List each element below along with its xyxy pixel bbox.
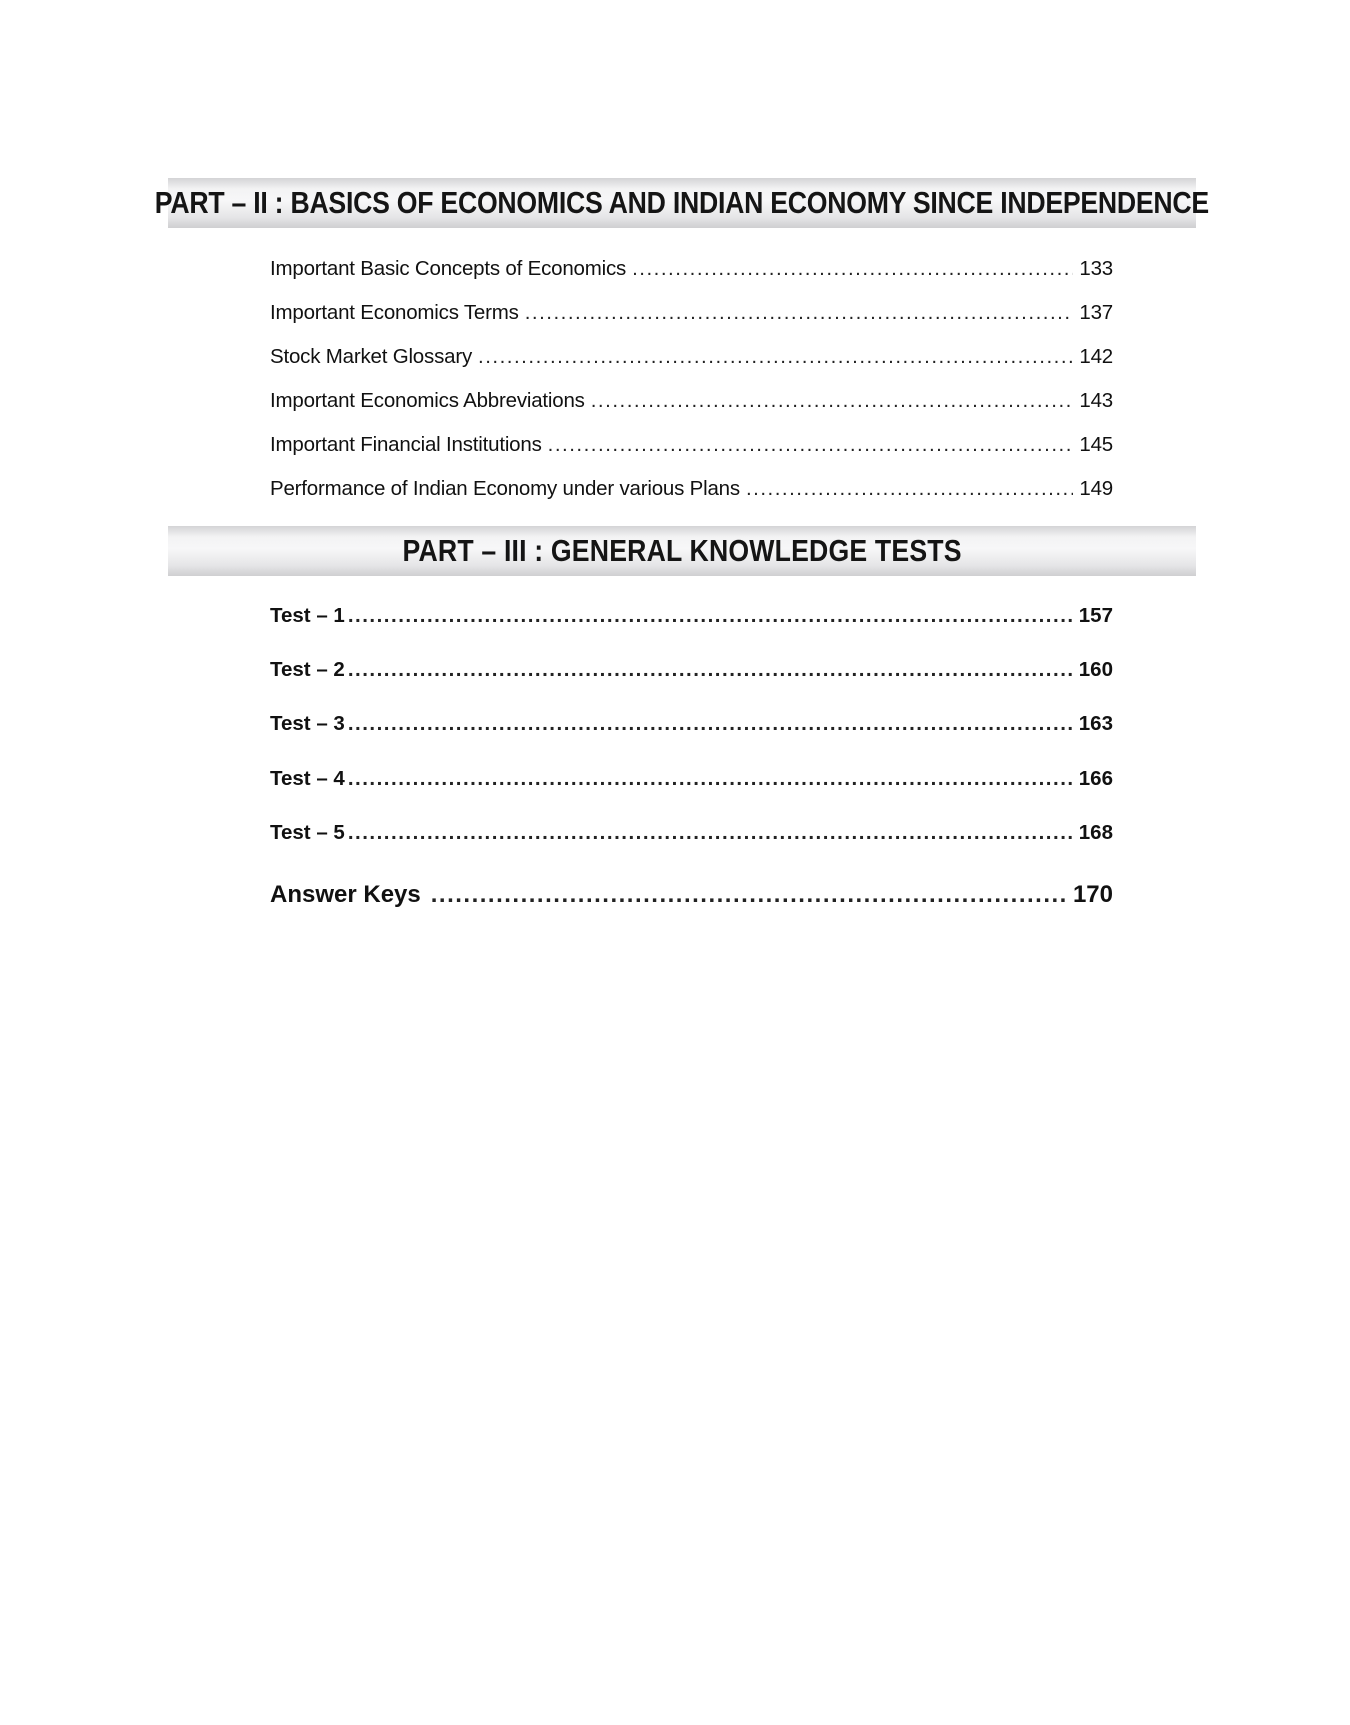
toc-dot-leader — [348, 712, 1073, 736]
toc-entry[interactable] — [270, 345, 1113, 371]
toc-dot-leader — [525, 301, 1074, 325]
toc-entry-page: 160 — [1078, 658, 1113, 681]
part2-heading-band — [154, 178, 1210, 228]
toc-entry-title: Important Economics Terms — [270, 301, 519, 324]
toc-entry-page: 149 — [1079, 477, 1113, 500]
toc-dot-leader — [431, 881, 1069, 909]
toc-entry-page: 163 — [1078, 712, 1113, 735]
part2-heading: PART – II : BASICS OF ECONOMICS AND INDIAN ECONOMY SINCE INDEPENDENCE — [154, 185, 1210, 220]
toc-dot-leader — [746, 477, 1073, 501]
toc-entry-title: Test – 2 — [270, 658, 345, 681]
part3-heading: PART – III : GENERAL KNOWLEDGE TESTS — [402, 533, 962, 568]
toc-entry[interactable] — [270, 257, 1113, 283]
toc-dot-leader — [478, 345, 1073, 369]
toc-entry-title: Test – 1 — [270, 604, 345, 627]
toc-entry[interactable] — [270, 658, 1113, 684]
toc-entry[interactable] — [270, 821, 1113, 847]
toc-entry-title: Stock Market Glossary — [270, 345, 472, 368]
toc-entry[interactable] — [270, 433, 1113, 459]
toc-dot-leader — [348, 658, 1073, 682]
toc-dot-leader — [348, 767, 1073, 791]
toc-entry-page: 133 — [1079, 257, 1113, 280]
toc-entry-title: Test – 3 — [270, 712, 345, 735]
toc-entry-answer-keys[interactable] — [270, 881, 1113, 911]
toc-entry-page: 170 — [1072, 881, 1113, 908]
toc-entry-page: 137 — [1079, 301, 1113, 324]
toc-entry-page: 166 — [1078, 767, 1113, 790]
toc-entry[interactable] — [270, 301, 1113, 327]
toc-dot-leader — [548, 433, 1074, 457]
toc-entry[interactable] — [270, 477, 1113, 503]
toc-entry-title: Performance of Indian Economy under various Plans — [270, 477, 740, 500]
toc-entry[interactable] — [270, 712, 1113, 738]
toc-entry[interactable] — [270, 389, 1113, 415]
toc-entry-page: 145 — [1079, 433, 1113, 456]
toc-entry-title: Test – 5 — [270, 821, 345, 844]
toc-entry[interactable] — [270, 767, 1113, 793]
toc-dot-leader — [632, 257, 1073, 281]
toc-dot-leader — [348, 821, 1073, 845]
toc-entry-page: 168 — [1078, 821, 1113, 844]
toc-entry-title: Answer Keys — [270, 881, 421, 908]
toc-entry-title: Important Financial Institutions — [270, 433, 542, 456]
toc-entry-title: Test – 4 — [270, 767, 345, 790]
part3-heading-band — [168, 526, 1196, 576]
toc-entry-page: 143 — [1079, 389, 1113, 412]
toc-dot-leader — [348, 604, 1073, 628]
toc-dot-leader — [591, 389, 1074, 413]
toc-entry-title: Important Economics Abbreviations — [270, 389, 585, 412]
toc-entry[interactable] — [270, 604, 1113, 630]
toc-entry-page: 157 — [1078, 604, 1113, 627]
toc-entry-page: 142 — [1079, 345, 1113, 368]
toc-entry-title: Important Basic Concepts of Economics — [270, 257, 627, 280]
